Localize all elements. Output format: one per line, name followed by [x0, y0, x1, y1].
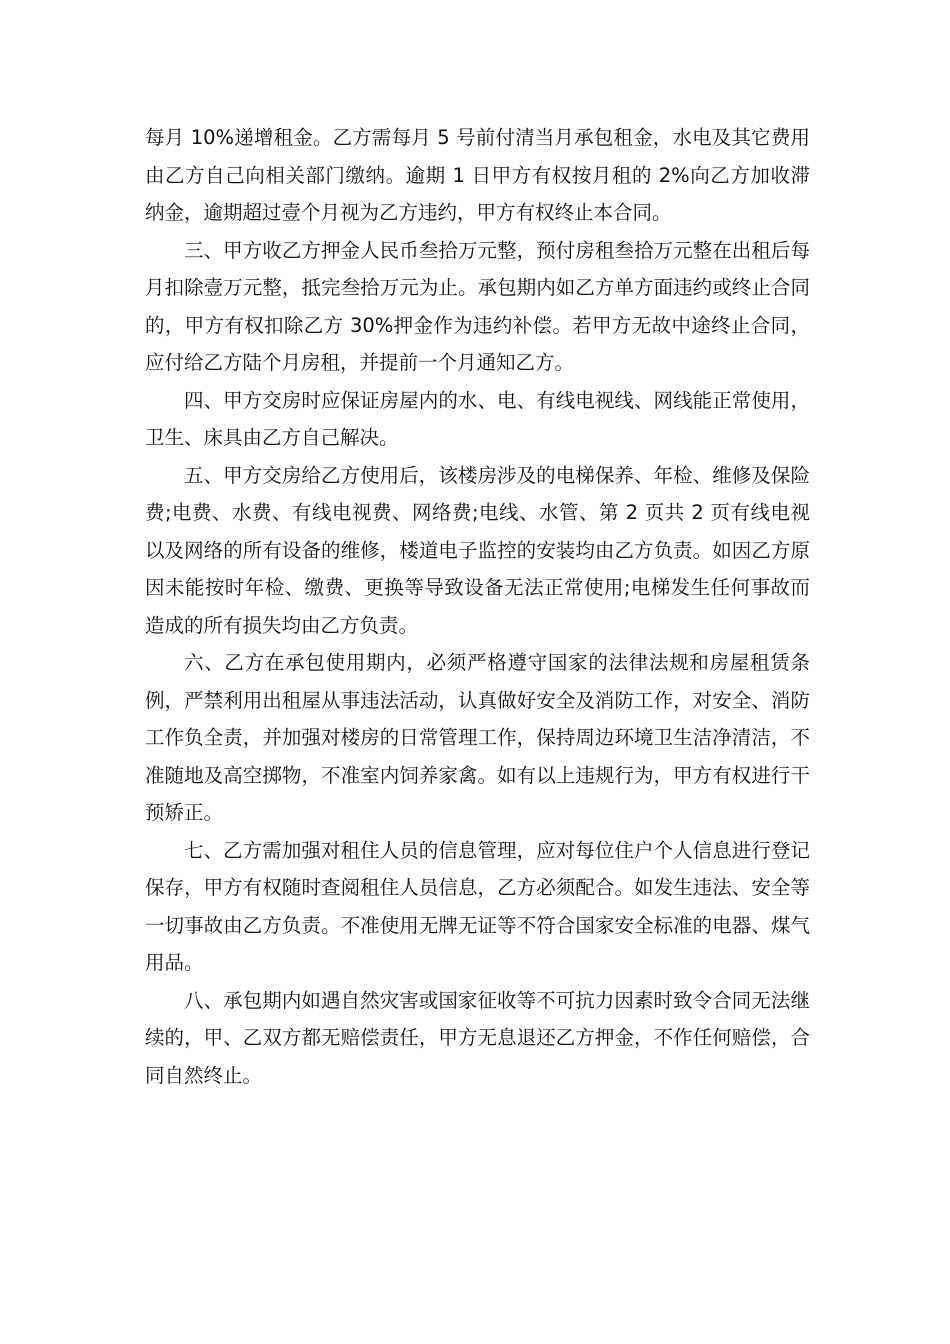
paragraph-clause-8: 八、承包期内如遇自然灾害或国家征收等不可抗力因素时致令合同无法继续的，甲、乙双方都无赔偿责任，甲方无息退还乙方押金，不作任何赔偿，合同自然终止。 [145, 988, 810, 1087]
document-page [145, 119, 810, 1094]
paragraph-clause-5: 五、甲方交房给乙方使用后，该楼房涉及的电梯保养、年检、维修及保险费;电费、水费、有线电视费、网络费;电线、水管、第 2 页共 2 页有线电视以及网络的所有设备的维修，楼道电子监控的安装均由乙方负责。如因乙方原因未能按时年检、缴费、更换等导致设备无法正常使用;电梯发生任何事故而造成的所有损失均由乙方负责。 [145, 463, 810, 637]
paragraph-clause-3: 三、甲方收乙方押金人民币叁拾万元整，预付房租叁拾万元整在出租后每月扣除壹万元整，抵完叁拾万元为止。承包期内如乙方单方面违约或终止合同的，甲方有权扣除乙方 30%押金作为违约补偿。若甲方无故中途终止合同，应付给乙方陆个月房租，并提前一个月通知乙方。 [145, 238, 810, 374]
paragraph-clause-6: 六、乙方在承包使用期内，必须严格遵守国家的法律法规和房屋租赁条例，严禁利用出租屋从事违法活动，认真做好安全及消防工作，对安全、消防工作负全责，并加强对楼房的日常管理工作，保持周边环境卫生洁净清洁，不准随地及高空掷物，不准室内饲养家禽。如有以上违规行为，甲方有权进行干预矫正。 [145, 651, 810, 824]
paragraph-rent-payment: 每月 10%递增租金。乙方需每月 5 号前付清当月承包租金，水电及其它费用由乙方自己向相关部门缴纳。逾期 1 日甲方有权按月租的 2%向乙方加收滞纳金，逾期超过壹个月视为乙方违约，甲方有权终止本合同。 [145, 126, 810, 224]
paragraph-clause-7: 七、乙方需加强对租住人员的信息管理，应对每位住户个人信息进行登记保存，甲方有权随时查阅租住人员信息，乙方必须配合。如发生违法、安全等一切事故由乙方负责。不准使用无牌无证等不符合国家安全标准的电器、煤气用品。 [145, 838, 810, 974]
paragraph-clause-4: 四、甲方交房时应保证房屋内的水、电、有线电视线、网线能正常使用，卫生、床具由乙方自己解决。 [145, 388, 810, 449]
